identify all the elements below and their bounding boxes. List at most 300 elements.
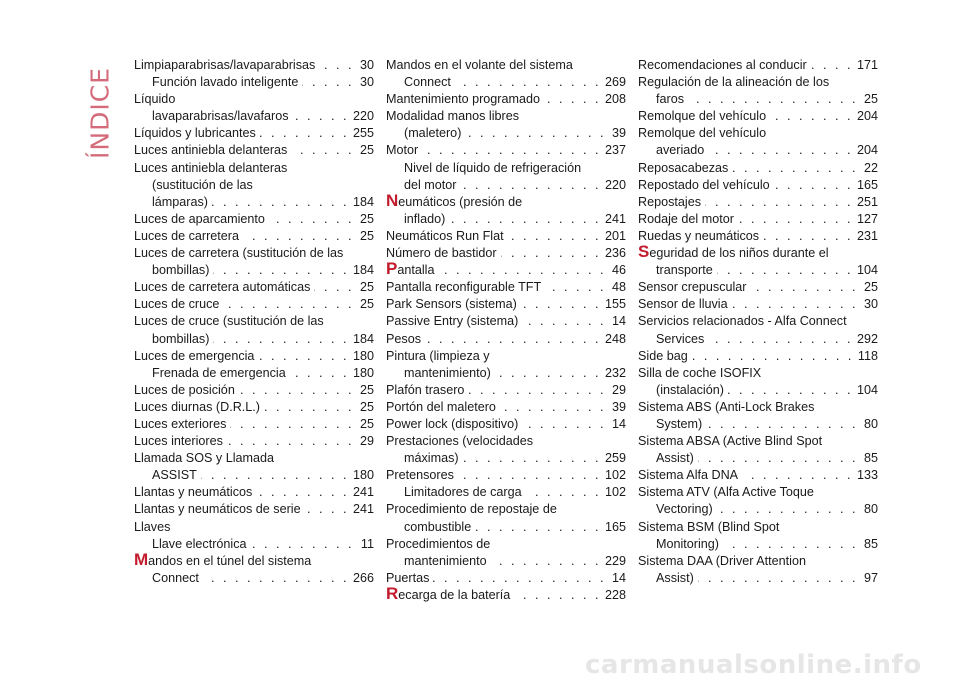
index-entry-text: Motor <box>386 143 419 158</box>
section-initial-letter: M <box>134 549 149 569</box>
index-entry-text: Procedimientos de <box>386 536 491 551</box>
section-initial-letter: R <box>386 583 399 603</box>
page-number: 269 <box>604 75 626 90</box>
page-number: 25 <box>359 211 374 226</box>
page-number: 25 <box>863 280 878 295</box>
dot-leader <box>811 57 853 74</box>
index-entry-text: Llantas y neumáticos <box>134 485 253 500</box>
dot-leader <box>475 519 601 536</box>
index-entry <box>134 484 374 501</box>
index-entry-text: Silla de coche ISOFIX <box>638 365 762 380</box>
section-initial-letter: P <box>386 259 398 279</box>
index-entry-text: Limpiaparabrisas/lavaparabrisas <box>134 58 316 72</box>
dot-leader <box>688 91 858 108</box>
index-entry <box>386 296 626 313</box>
index-entry <box>386 501 626 535</box>
dot-leader <box>717 262 853 279</box>
dot-leader <box>433 570 606 587</box>
index-entry <box>638 467 878 484</box>
index-entry <box>386 570 626 587</box>
index-entry <box>134 549 374 587</box>
page-number: 80 <box>863 502 878 517</box>
index-entry-text: Reposacabezas <box>638 160 729 175</box>
page-number: 25 <box>359 399 374 414</box>
dot-leader <box>425 331 601 348</box>
dot-leader <box>698 570 858 587</box>
index-entry-text: Número de bastidor <box>386 246 497 261</box>
page-number: 80 <box>863 416 878 431</box>
index-entry <box>638 242 878 279</box>
index-entry <box>638 108 878 125</box>
index-entry-text: Power lock (dispositivo) <box>386 416 519 431</box>
index-entry-text: Luces de posición <box>134 382 235 397</box>
page-number: 184 <box>352 194 374 209</box>
index-entry <box>134 245 374 279</box>
index-entry-text: Park Sensors (sistema) <box>386 297 517 312</box>
dot-leader <box>742 467 853 484</box>
index-entry <box>134 536 374 553</box>
page-number: 48 <box>611 280 626 295</box>
index-entry-text: Luces de emergencia <box>134 348 255 363</box>
index-entry <box>386 433 626 467</box>
index-entry <box>386 108 626 142</box>
index-entry-text: ASSIST <box>152 468 197 483</box>
index-entry-text: Luces exteriores <box>134 416 227 431</box>
page-number: 180 <box>352 348 374 363</box>
index-entry-text: bombillas) <box>152 331 210 346</box>
page-number: 39 <box>611 399 626 414</box>
index-entry <box>638 313 878 347</box>
dot-leader <box>545 279 606 296</box>
index-entry-text: Procedimiento de repostaje de <box>386 502 557 517</box>
dot-leader <box>458 467 601 484</box>
dot-leader <box>708 331 853 348</box>
index-entry <box>638 399 878 433</box>
index-entry <box>134 228 374 245</box>
page-number: 248 <box>604 331 626 346</box>
page-number: 30 <box>863 297 878 312</box>
index-entry-text: Luces de carretera automáticas <box>134 280 311 295</box>
index-entry-text: inflado) <box>404 211 446 226</box>
index-entry <box>386 313 626 330</box>
index-entry <box>134 125 374 142</box>
index-entry <box>386 91 626 108</box>
index-entry-text: Luces antiniebla delanteras <box>134 143 288 158</box>
index-entry <box>638 484 878 518</box>
index-entry-text: Neumáticos Run Flat <box>386 228 504 243</box>
index-entry-text: Luces de carretera <box>134 228 240 243</box>
page-number: 85 <box>863 451 878 466</box>
index-entry-text: Passive Entry (sistema) <box>386 314 519 329</box>
dot-leader <box>463 450 601 467</box>
index-entry-text: (maletero) <box>404 126 462 141</box>
dot-leader <box>264 399 354 416</box>
dot-leader <box>526 484 601 501</box>
page-number: 184 <box>352 331 374 346</box>
index-entry-text: faros <box>656 92 684 107</box>
index-entry-text: Función lavado inteligente <box>152 75 299 90</box>
index-entry-text: Assist) <box>656 570 694 585</box>
index-entry-text: Llaves <box>134 519 171 534</box>
index-entry-text: Services <box>656 331 705 346</box>
dot-leader <box>521 296 601 313</box>
page-number: 251 <box>856 194 878 209</box>
index-entry <box>134 57 374 74</box>
dot-leader <box>728 382 853 399</box>
dot-leader <box>495 365 601 382</box>
index-entry-label <box>134 549 312 570</box>
section-initial-letter: N <box>386 190 399 210</box>
index-entry <box>134 382 374 399</box>
index-entry-text: averiado <box>656 143 705 158</box>
index-entry-text: Llamada SOS y Llamada <box>134 451 275 466</box>
dot-leader <box>305 501 349 518</box>
index-entry-label <box>386 583 511 604</box>
section-initial-letter: S <box>638 242 650 262</box>
index-entry-text: Servicios relacionados - Alfa Connect <box>638 314 847 329</box>
dot-leader <box>698 450 858 467</box>
page-number: 180 <box>352 365 374 380</box>
page-number: 22 <box>863 160 878 175</box>
index-entry-text: Remolque del vehículo <box>638 109 767 124</box>
index-entry-text: Sensor de lluvia <box>638 297 728 312</box>
index-entry-text: Luces interiores <box>134 434 223 449</box>
page-number: 85 <box>863 536 878 551</box>
index-entry <box>386 228 626 245</box>
dot-leader <box>230 416 354 433</box>
page-number: 14 <box>611 416 626 431</box>
page-number: 231 <box>856 228 878 243</box>
index-entry-text: lámparas) <box>152 194 208 209</box>
dot-leader <box>422 142 601 159</box>
side-index-title <box>80 58 120 168</box>
index-entry-text: Luces diurnas (D.R.L.) <box>134 399 260 414</box>
dot-leader <box>213 262 349 279</box>
index-entry-text: eguridad de los niños durante el <box>649 246 829 261</box>
side-index-title-text: ÍNDICE <box>85 67 115 159</box>
page-number: 25 <box>863 92 878 107</box>
index-entry-text: máximas) <box>404 451 459 466</box>
dot-leader <box>314 279 354 296</box>
page-number: 39 <box>611 126 626 141</box>
dot-leader <box>522 416 606 433</box>
index-entry <box>134 74 374 91</box>
dot-leader <box>260 125 349 142</box>
index-entry <box>638 228 878 245</box>
page-number: 241 <box>352 502 374 517</box>
index-entry <box>638 553 878 587</box>
index-entry <box>134 519 374 536</box>
index-entry <box>386 348 626 382</box>
index-entry-text: Sistema ATV (Alfa Active Toque <box>638 485 814 500</box>
index-entry <box>386 484 626 501</box>
index-entry <box>134 450 374 484</box>
page-number: 30 <box>359 75 374 90</box>
index-entry-text: System) <box>656 416 703 431</box>
dot-leader <box>732 296 858 313</box>
page-number: 102 <box>604 468 626 483</box>
page-number: 266 <box>352 570 374 585</box>
dot-leader <box>500 399 606 416</box>
index-entry <box>638 211 878 228</box>
page-number: 25 <box>359 416 374 431</box>
index-entry-text: (sustitución de las <box>152 177 253 192</box>
page-number: 104 <box>856 263 878 278</box>
dot-leader <box>258 348 349 365</box>
index-entry <box>386 416 626 433</box>
index-entry <box>386 399 626 416</box>
index-entry-text: bombillas) <box>152 263 210 278</box>
index-entry-text: Recomendaciones al conducir <box>638 58 807 72</box>
dot-leader <box>544 91 601 108</box>
index-entry-text: Llantas y neumáticos de serie <box>134 502 301 517</box>
index-entry <box>638 74 878 108</box>
index-entry-text: Prestaciones (velocidades <box>386 434 534 449</box>
page-number: 30 <box>359 58 374 72</box>
index-entry-text: Connect <box>404 75 451 90</box>
dot-leader <box>751 279 859 296</box>
index-entry-text: ecarga de la batería <box>398 587 511 602</box>
index-entry-text: Mantenimiento programado <box>386 92 541 107</box>
page-number: 97 <box>863 570 878 585</box>
dot-leader <box>461 177 601 194</box>
index-entry-text: Luces de aparcamiento <box>134 211 265 226</box>
dot-leader <box>293 108 349 125</box>
dot-leader <box>239 382 354 399</box>
page-number: 118 <box>857 348 878 363</box>
index-entry <box>638 194 878 211</box>
dot-leader <box>465 125 606 142</box>
index-entry-text: Pesos <box>386 331 422 346</box>
index-entry <box>386 331 626 348</box>
index-entry-text: Sensor crepuscular <box>638 280 747 295</box>
index-entry-text: Luces de carretera (sustitución de las <box>134 246 344 261</box>
index-entry-text: Sistema DAA (Driver Attention <box>638 553 806 568</box>
dot-leader <box>738 211 853 228</box>
page-number: 127 <box>856 211 878 226</box>
dot-leader <box>449 211 601 228</box>
dot-leader <box>717 501 858 518</box>
index-entry-text: Portón del maletero <box>386 399 496 414</box>
dot-leader <box>290 365 349 382</box>
index-entry-text: Líquido <box>134 92 176 107</box>
dot-leader <box>251 536 354 553</box>
dot-leader <box>227 433 354 450</box>
dot-leader <box>763 228 853 245</box>
page-number: 46 <box>611 263 626 278</box>
dot-leader <box>291 142 354 159</box>
page-number: 220 <box>352 109 374 124</box>
index-entry-text: antalla <box>397 263 435 278</box>
dot-leader <box>522 313 606 330</box>
index-entry <box>638 519 878 553</box>
dot-leader <box>201 467 349 484</box>
index-entry-text: eumáticos (presión de <box>398 194 523 209</box>
dot-leader <box>438 262 606 279</box>
page-number: 204 <box>856 143 878 158</box>
index-entry <box>386 382 626 399</box>
index-entry <box>134 365 374 382</box>
index-entry <box>638 365 878 399</box>
index-entry-text: Sistema BSM (Blind Spot <box>638 519 780 534</box>
dot-leader <box>319 57 354 74</box>
index-entry <box>386 190 626 228</box>
index-entry-text: combustible <box>404 519 472 534</box>
index-entry <box>134 91 374 125</box>
index-entry-text: mantenimiento <box>404 553 487 568</box>
page-number: 165 <box>856 177 878 192</box>
index-entry-text: Mandos en el volante del sistema <box>386 58 573 72</box>
dot-leader <box>203 570 349 587</box>
index-entry-text: del motor <box>404 177 457 192</box>
dot-leader <box>455 74 601 91</box>
index-entry <box>134 313 374 347</box>
page-number: 220 <box>604 177 626 192</box>
index-entry <box>386 160 626 194</box>
index-entry-text: Monitoring) <box>656 536 719 551</box>
index-entry-text: lavaparabrisas/lavafaros <box>152 109 289 124</box>
index-column-3 <box>638 57 878 587</box>
index-entry-text: Frenada de emergencia <box>152 365 286 380</box>
index-entry-text: Assist) <box>656 451 694 466</box>
index-entry <box>386 142 626 159</box>
index-entry <box>134 142 374 159</box>
index-entry-text: Repostado del vehículo <box>638 177 770 192</box>
index-entry <box>638 279 878 296</box>
index-entry <box>134 211 374 228</box>
index-entry-text: Repostajes <box>638 194 702 209</box>
dot-leader <box>708 142 853 159</box>
index-entry-text: mantenimiento) <box>404 365 491 380</box>
page-number: 228 <box>604 587 626 602</box>
index-entry <box>386 536 626 570</box>
page-number: 241 <box>604 211 626 226</box>
index-entry <box>638 296 878 313</box>
index-entry <box>638 433 878 467</box>
index-entry <box>134 433 374 450</box>
page-number: 236 <box>604 246 626 261</box>
page-number: 237 <box>604 143 626 158</box>
page-number: 204 <box>856 109 878 124</box>
dot-leader <box>732 160 858 177</box>
page-number: 104 <box>856 382 878 397</box>
page-number: 155 <box>604 297 626 312</box>
index-entry-text: andos en el túnel del sistema <box>148 553 312 568</box>
index-entry <box>386 259 626 279</box>
index-entry <box>638 160 878 177</box>
page-number: 29 <box>359 434 374 449</box>
index-entry-text: Ruedas y neumáticos <box>638 228 760 243</box>
index-entry <box>134 416 374 433</box>
index-entry <box>134 296 374 313</box>
index-entry <box>134 399 374 416</box>
index-entry-text: Luces de cruce <box>134 297 220 312</box>
index-entry-text: Connect <box>152 570 199 585</box>
page-number: 232 <box>604 365 626 380</box>
index-entry <box>134 501 374 518</box>
dot-leader <box>514 587 601 604</box>
index-entry-label <box>638 242 829 262</box>
index-entry-text: Side bag <box>638 348 688 363</box>
index-entry-text: Plafón trasero <box>386 382 465 397</box>
index-entry <box>386 245 626 262</box>
page-number: 229 <box>604 553 626 568</box>
page-number: 165 <box>604 519 626 534</box>
page-number: 11 <box>360 536 374 551</box>
page-number: 259 <box>604 451 626 466</box>
page-number: 25 <box>359 143 374 158</box>
page-number: 25 <box>359 297 374 312</box>
dot-leader <box>491 553 601 570</box>
page-number: 241 <box>352 485 374 500</box>
index-entry-text: Puertas <box>386 570 430 585</box>
index-entry <box>638 125 878 159</box>
page-number: 25 <box>359 228 374 243</box>
page-number: 292 <box>856 331 878 346</box>
dot-leader <box>501 245 601 262</box>
index-entry <box>134 348 374 365</box>
index-entry-text: Luces de cruce (sustitución de las <box>134 314 324 329</box>
index-entry <box>134 160 374 211</box>
index-entry-text: Luces antiniebla delanteras <box>134 160 288 175</box>
index-column-1 <box>134 57 374 587</box>
index-column-2 <box>386 57 626 604</box>
index-entry-text: Limitadores de carga <box>404 485 522 500</box>
index-entry-text: Rodaje del motor <box>638 211 734 226</box>
index-entry <box>386 583 626 604</box>
dot-leader <box>223 296 354 313</box>
dot-leader <box>705 194 853 211</box>
page-number: 14 <box>611 570 626 585</box>
page-number: 102 <box>604 485 626 500</box>
dot-leader <box>302 74 354 91</box>
dot-leader <box>256 484 349 501</box>
dot-leader <box>692 348 854 365</box>
page-number: 208 <box>604 92 626 107</box>
page-number: 184 <box>352 263 374 278</box>
index-entry <box>638 348 878 365</box>
dot-leader <box>508 228 601 245</box>
dot-leader <box>243 228 354 245</box>
index-entry-text: Sistema ABSA (Active Blind Spot <box>638 434 823 449</box>
index-entry-text: Llave electrónica <box>152 536 247 551</box>
page-number: 255 <box>352 126 374 141</box>
index-entry-label <box>386 190 523 211</box>
page-number: 25 <box>359 280 374 295</box>
page-number: 133 <box>856 468 878 483</box>
index-entry-text: Regulación de la alineación de los <box>638 75 830 90</box>
dot-leader <box>269 211 354 228</box>
dot-leader <box>213 331 349 348</box>
index-entry-text: Sistema Alfa DNA <box>638 468 739 483</box>
index-entry-text: Pintura (limpieza y <box>386 348 490 363</box>
index-entry <box>638 177 878 194</box>
dot-leader <box>723 536 858 553</box>
index-entry-text: (instalación) <box>656 382 724 397</box>
page-number: 201 <box>604 228 626 243</box>
index-entry-text: Pantalla reconfigurable TFT <box>386 280 542 295</box>
dot-leader <box>706 416 858 433</box>
index-entry-text: Vectoring) <box>656 502 713 517</box>
dot-leader <box>774 177 853 194</box>
index-entry <box>386 57 626 91</box>
dot-leader <box>468 382 606 399</box>
index-entry <box>638 57 878 74</box>
index-entry <box>134 279 374 296</box>
index-entry-text: Remolque del vehículo <box>638 126 767 141</box>
index-entry-text: Modalidad manos libres <box>386 109 520 124</box>
index-entry-text: Sistema ABS (Anti-Lock Brakes <box>638 399 815 414</box>
